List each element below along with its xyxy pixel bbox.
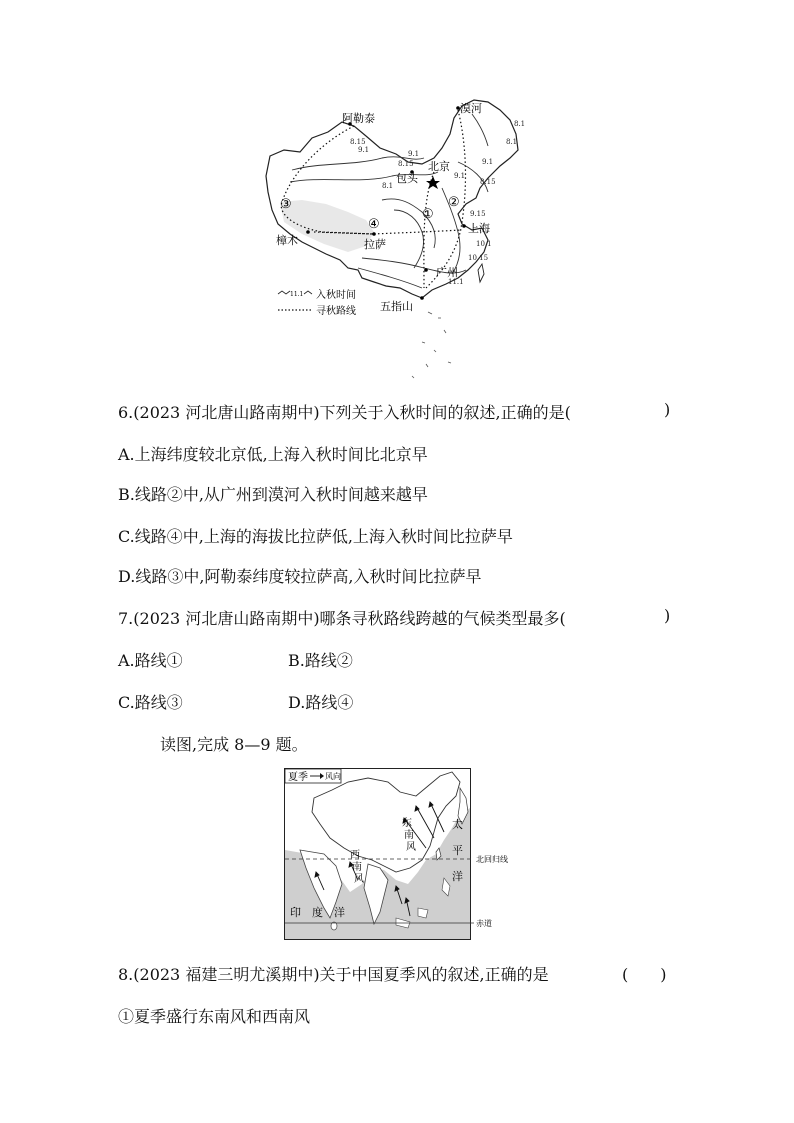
place-baotou: 包头 bbox=[396, 172, 418, 185]
question-7-stem: 7.(2023 河北唐山路南期中)哪条寻秋路线跨越的气候类型最多( bbox=[118, 609, 566, 628]
question-7-option-c: C.路线③ bbox=[118, 693, 183, 712]
question-6-option-b: B.线路②中,从广州到漠河入秋时间越来越早 bbox=[118, 485, 428, 504]
beijing-star-icon bbox=[426, 176, 440, 189]
date-label: 10.15 bbox=[468, 254, 489, 262]
place-mohe: 漠河 bbox=[460, 102, 482, 115]
date-label: 8.1 bbox=[514, 120, 526, 128]
route-number-4: ④ bbox=[368, 217, 380, 232]
southwest-wind-char: 风 bbox=[354, 874, 364, 885]
taiwan-outline bbox=[478, 264, 484, 282]
date-label: 9.1 bbox=[454, 172, 466, 180]
date-label: 11.1 bbox=[448, 278, 464, 286]
southwest-wind-char: 西 bbox=[350, 850, 360, 861]
place-beijing: 北京 bbox=[428, 160, 450, 173]
route-number-2: ② bbox=[448, 195, 460, 210]
date-label: 9.1 bbox=[482, 158, 494, 166]
southwest-wind-char: 南 bbox=[352, 862, 362, 873]
question-6-stem: 6.(2023 河北唐山路南期中)下列关于入秋时间的叙述,正确的是( bbox=[118, 403, 571, 422]
instruction-text: 读图,完成 8—9 题。 bbox=[160, 735, 308, 754]
question-8-stem: 8.(2023 福建三明尤溪期中)关于中国夏季风的叙述,正确的是 bbox=[118, 965, 549, 984]
legend-isoline-sample: 11.1 bbox=[290, 291, 304, 298]
date-label: 8.1 bbox=[382, 182, 394, 190]
place-altay: 阿勒泰 bbox=[342, 112, 375, 125]
season-label: 夏季 bbox=[288, 772, 308, 783]
date-label: 8.15 bbox=[350, 138, 366, 146]
southeast-wind-char: 南 bbox=[404, 830, 414, 841]
southeast-wind-char: 风 bbox=[406, 842, 416, 853]
question-6-option-d: D.线路③中,阿勒泰纬度较拉萨高,入秋时间比拉萨早 bbox=[118, 567, 482, 586]
place-zhangmu: 樟木 bbox=[276, 234, 298, 247]
map-legend bbox=[278, 288, 356, 317]
place-shanghai: 上海 bbox=[468, 222, 490, 235]
date-label: 8.15 bbox=[480, 178, 496, 186]
date-label: 9.1 bbox=[358, 146, 370, 154]
question-7-option-a: A.路线① bbox=[118, 651, 183, 670]
legend-route-label: 寻秋路线 bbox=[316, 306, 356, 317]
question-6-option-a: A.上海纬度较北京低,上海入秋时间比北京早 bbox=[118, 445, 428, 464]
question-7-option-d: D.路线④ bbox=[288, 693, 354, 712]
equator-label: 赤道 bbox=[476, 919, 492, 928]
place-lhasa: 拉萨 bbox=[364, 238, 386, 251]
pacific-char: 平 bbox=[452, 844, 463, 857]
legend-isoline-label: 入秋时间 bbox=[316, 290, 356, 301]
question-7-option-b: B.路线② bbox=[288, 651, 353, 670]
autumn-routes bbox=[281, 110, 465, 288]
place-guangzhou: 广州 bbox=[436, 266, 458, 279]
route-number-3: ③ bbox=[280, 197, 292, 212]
summer-monsoon-map bbox=[284, 768, 522, 942]
question-6-option-c: C.线路④中,上海的海拔比拉萨低,上海入秋时间比拉萨早 bbox=[118, 527, 513, 546]
pacific-char: 洋 bbox=[452, 870, 463, 883]
south-sea-islands bbox=[412, 312, 451, 378]
autumn-arrival-map bbox=[262, 92, 532, 384]
date-label: 8.15 bbox=[398, 160, 414, 168]
date-label: 9.15 bbox=[470, 210, 486, 218]
question-8-paren: ( ) bbox=[622, 965, 667, 984]
question-6-close-paren: ) bbox=[664, 400, 671, 419]
indian-ocean-label: 印 度 洋 bbox=[290, 906, 345, 919]
date-label: 10.1 bbox=[476, 240, 492, 248]
route-number-1: ① bbox=[422, 207, 434, 222]
place-wuzhishan: 五指山 bbox=[380, 300, 413, 313]
southeast-wind-char: 东 bbox=[402, 818, 412, 829]
question-8-statement-1: ①夏季盛行东南风和西南风 bbox=[118, 1007, 311, 1026]
date-label: 8.1 bbox=[506, 138, 518, 146]
date-label: 9.1 bbox=[408, 150, 420, 158]
tropic-label: 北回归线 bbox=[476, 855, 508, 864]
question-7-close-paren: ) bbox=[664, 606, 671, 625]
pacific-char: 太 bbox=[452, 818, 463, 831]
wind-legend-label: 风向 bbox=[325, 772, 341, 781]
